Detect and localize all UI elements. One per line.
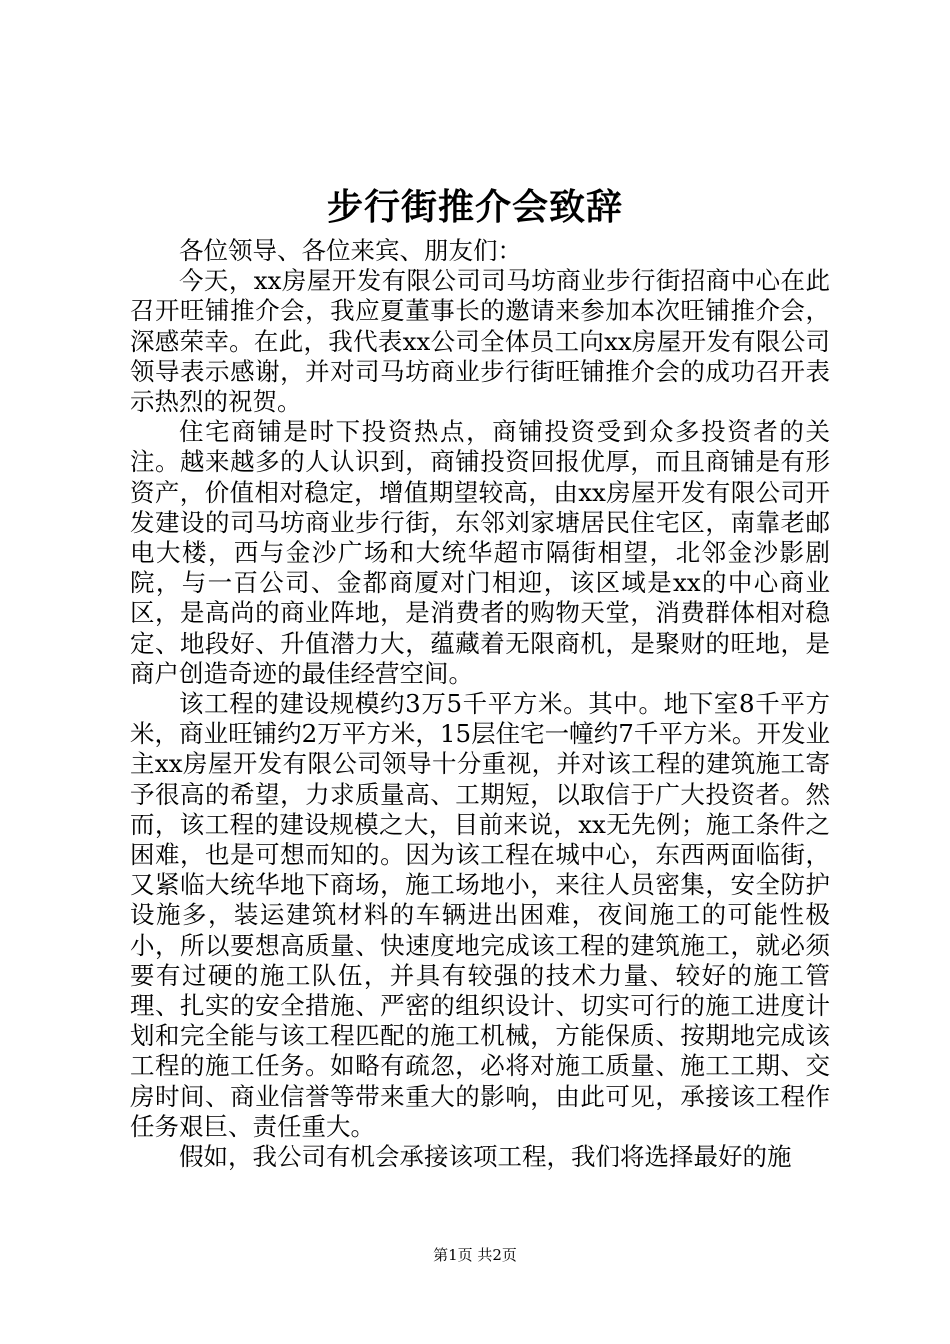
paragraph-opening: 今天，xx房屋开发有限公司司马坊商业步行街招商中心在此召开旺铺推介会，我应夏董事长的邀请来参加本次旺铺推介会，深感荣幸。在此，我代表xx公司全体员工向xx房屋开发有限公司领导表示感谢，并对司马坊商业步行街旺铺推介会的成功召开表示热烈的祝贺。 — [130, 266, 830, 417]
document-body — [130, 236, 830, 1172]
document-title: 步行街推介会致辞 — [326, 186, 623, 228]
paragraph-commitment: 假如，我公司有机会承接该项工程，我们将选择最好的施 — [179, 1142, 792, 1172]
page-footer: 第1页 共2页 — [433, 1246, 517, 1264]
paragraph-location: 住宅商铺是时下投资热点，商铺投资受到众多投资者的关注。越来越多的人认识到，商铺投资回报优厚，而且商铺是有形资产，价值相对稳定，增值期望较高，由xx房屋开发有限公司开发建设的司马坊商业步行街，东邻刘家塘居民住宅区，南靠老邮电大楼，西与金沙广场和大统华超市隔街相望，北邻金沙影剧院，与一百公司、金都商厦对门相迎，该区域是xx的中心商业区，是高尚的商业阵地，是消费者的购物天堂，消费群体相对稳定、地段好、升值潜力大，蕴藏着无限商机，是聚财的旺地，是商户创造奇迹的最佳经营空间。 — [130, 417, 830, 688]
salutation: 各位领导、各位来宾、朋友们： — [179, 236, 522, 265]
paragraph-project-scale: 该工程的建设规模约3万5千平方米。其中。地下室8千平方米，商业旺铺约2万平方米，15层住宅一幢约7千平方米。开发业主xx房屋开发有限公司领导十分重视，并对该工程的建筑施工寄予很高的希望，力求质量高、工期短，以取信于广大投资者。然而，该工程的建设规模之大，目前来说，xx无先例；施工条件之困难，也是可想而知的。因为该工程在城中心，东西两面临街，又紧临大统华地下商场，施工场地小，来往人员密集，安全防护设施多，装运建筑材料的车辆进出困难，夜间施工的可能性极小，所以要想高质量、快速度地完成该工程的建筑施工，就必须要有过硬的施工队伍，并具有较强的技术力量、较好的施工管理、扎实的安全措施、严密的组织设计、切实可行的施工进度计划和完全能与该工程匹配的施工机械，方能保质、按期地完成该工程的施工任务。如略有疏忽，必将对施工质量、施工工期、交房时间、商业信誉等带来重大的影响，由此可见，承接该工程作任务艰巨、责任重大。 — [130, 689, 830, 1141]
